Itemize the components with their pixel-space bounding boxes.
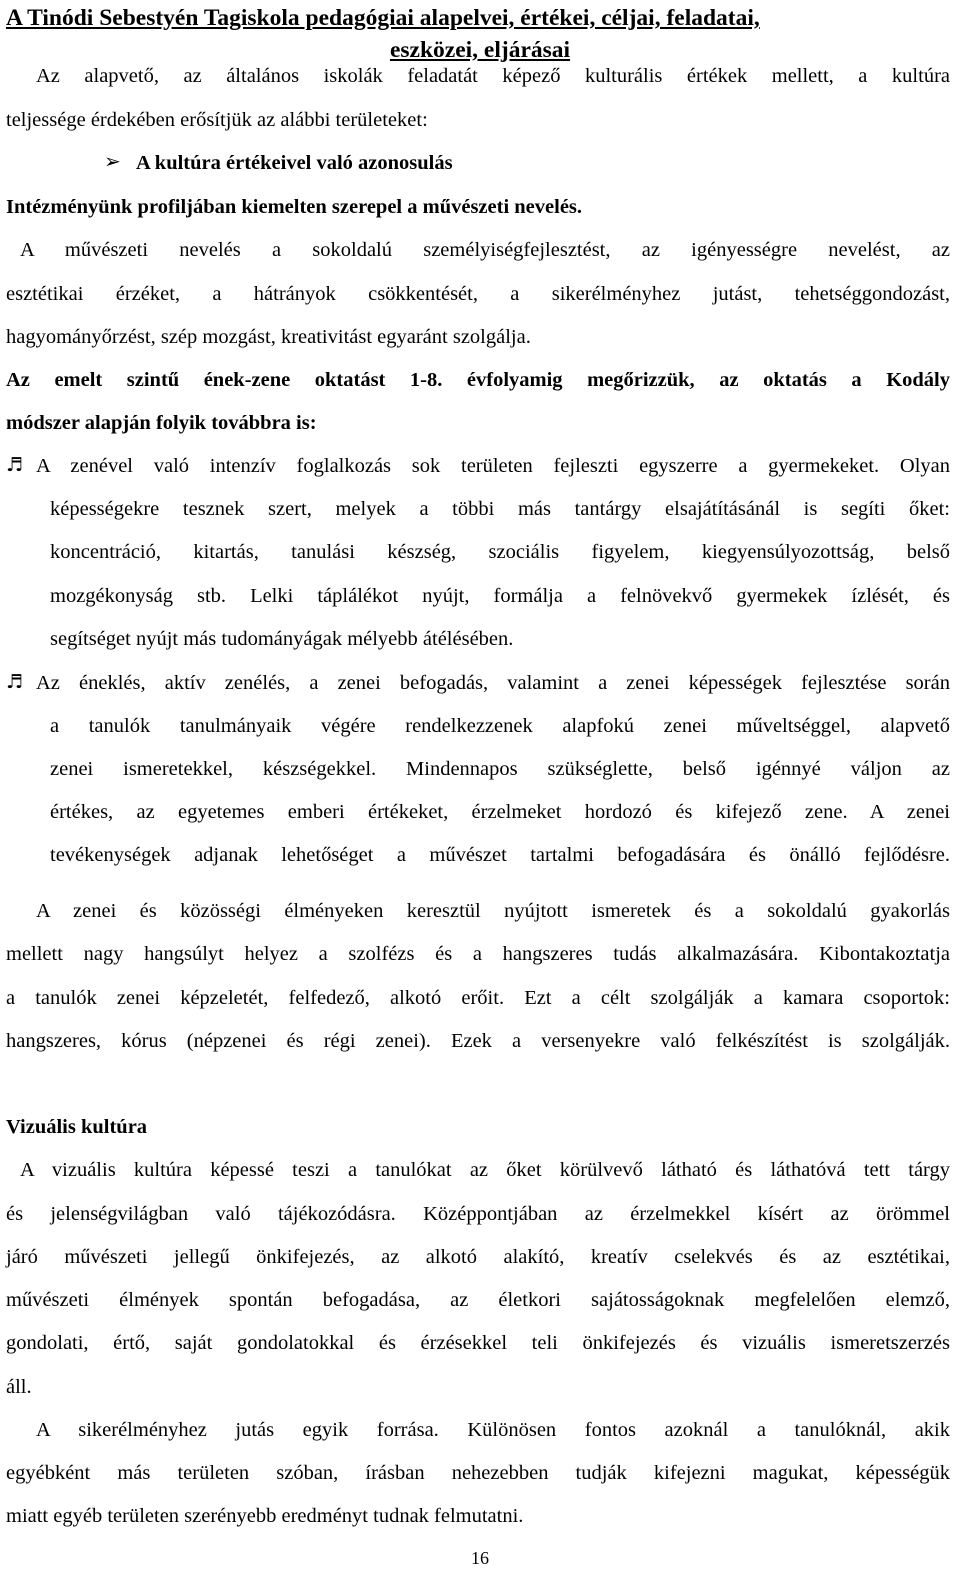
music-heading-line-1: Az emelt szintű ének-zene oktatást 1-8. évfolyamig megőrizzük, az oktatás a Kodály <box>6 369 950 391</box>
music-bullet2-line-3: zenei ismeretekkel, készségekkel. Mindennapos szükséglette, belső igénnyé váljon az <box>50 758 950 780</box>
visual-line-6: áll. <box>6 1376 32 1398</box>
music-heading-line-2: módszer alapján folyik továbbra is: <box>6 412 317 434</box>
music-bullet2-line-2: a tanulók tanulmányaik végére rendelkezzenek alapfokú zenei műveltséggel, alapvető <box>50 715 950 737</box>
visual-line-4: művészeti élmények spontán befogadása, az életkori sajátosságoknak megfelelően elemző, <box>6 1289 950 1311</box>
success-line-2: egyébként más területen szóban, írásban nehezebben tudják kifejezni magukat, képességük <box>6 1462 950 1484</box>
community-line-3: a tanulók zenei képzeletét, felfedező, alkotó erőit. Ezt a célt szolgálják a kamara csoportok: <box>6 987 950 1009</box>
visual-line-5: gondolati, értő, saját gondolatokkal és érzésekkel teli önkifejezés és vizuális ismeretszerzés <box>6 1332 950 1354</box>
community-line-2: mellett nagy hangsúlyt helyez a szolfézs és a hangszeres tudás alkalmazására. Kibontakoztatja <box>6 943 950 965</box>
success-line-1: A sikerélményhez jutás egyik forrása. Különösen fontos azoknál a tanulóknál, akik <box>36 1419 950 1441</box>
title-line-1: A Tinódi Sebestyén Tagiskola pedagógiai alapelvei, értékei, céljai, feladatai, <box>6 5 760 31</box>
page-title <box>6 2 954 66</box>
visual-heading: Vizuális kultúra <box>6 1116 148 1138</box>
community-line-4: hangszeres, kórus (népzenei és régi zenei). Ezek a versenyekre való felkészítést is szolgálják. <box>6 1030 950 1052</box>
music-bullet1-line-5: segítséget nyújt más tudományágak mélyebb átélésében. <box>50 628 514 650</box>
music-bullet1-line-1: A zenével való intenzív foglalkozás sok területen fejleszti egyszerre a gyermekeket. Olyan <box>36 455 950 477</box>
intro-line-2: teljessége érdekében erősítjük az alábbi területeket: <box>6 109 428 131</box>
music-note-icon: ♬ <box>6 454 24 476</box>
visual-line-3: járó művészeti jellegű önkifejezés, az alkotó alakító, kreatív cselekvés és az esztétikai, <box>6 1246 950 1268</box>
intro-line-1: Az alapvető, az általános iskolák feladatát képező kulturális értékek mellett, a kultúra <box>36 65 950 87</box>
success-line-3: miatt egyéb területen szerényebb eredményt tudnak felmutatni. <box>6 1505 524 1527</box>
page-number: 16 <box>471 1548 489 1568</box>
arts-line-2: esztétikai érzéket, a hátrányok csökkentését, a sikerélményhez jutást, tehetséggondozást, <box>6 283 950 305</box>
title-line-2: eszközei, eljárásai <box>389 37 571 63</box>
visual-line-2: és jelenségvilágban való tájékozódásra. Középpontjában az érzelmekkel kísért az örömmel <box>6 1203 950 1225</box>
music-bullet1-line-3: koncentráció, kitartás, tanulási készség, szociális figyelem, kiegyensúlyozottság, belső <box>50 541 950 563</box>
music-bullet2-line-1: Az éneklés, aktív zenélés, a zenei befogadás, valamint a zenei képességek fejlesztése során <box>36 672 950 694</box>
community-line-1: A zenei és közösségi élményeken keresztül nyújtott ismeretek és a sokoldalú gyakorlás <box>36 900 950 922</box>
music-bullet2-line-4: értékes, az egyetemes emberi értékeket, érzelmeket hordozó és kifejező zene. A zenei <box>50 801 950 823</box>
arts-line-3: hagyományőrzést, szép mozgást, kreativitást egyaránt szolgálja. <box>6 326 531 348</box>
music-bullet1-line-2: képességekre tesznek szert, melyek a többi más tantárgy elsajátításánál is segíti őket: <box>50 498 950 520</box>
music-bullet2-line-5: tevékenységek adjanak lehetőséget a művészet tartalmi befogadására és önálló fejlődésre. <box>50 844 950 866</box>
music-bullet1-line-4: mozgékonyság stb. Lelki táplálékot nyújt, formálja a felnövekvő gyermekek ízlését, és <box>50 585 950 607</box>
bullet-heading: A kultúra értékeivel való azonosulás <box>136 152 453 174</box>
music-note-icon: ♬ <box>6 671 24 693</box>
arrow-bullet-icon: ➢ <box>104 149 121 173</box>
arts-line-1: A művészeti nevelés a sokoldalú személyiségfejlesztést, az igényességre nevelést, az <box>20 239 950 261</box>
profile-sentence: Intézményünk profiljában kiemelten szerepel a művészeti nevelés. <box>6 196 583 218</box>
visual-line-1: A vizuális kultúra képessé teszi a tanulókat az őket körülvevő látható és láthatóvá tett tárgy <box>20 1159 950 1181</box>
